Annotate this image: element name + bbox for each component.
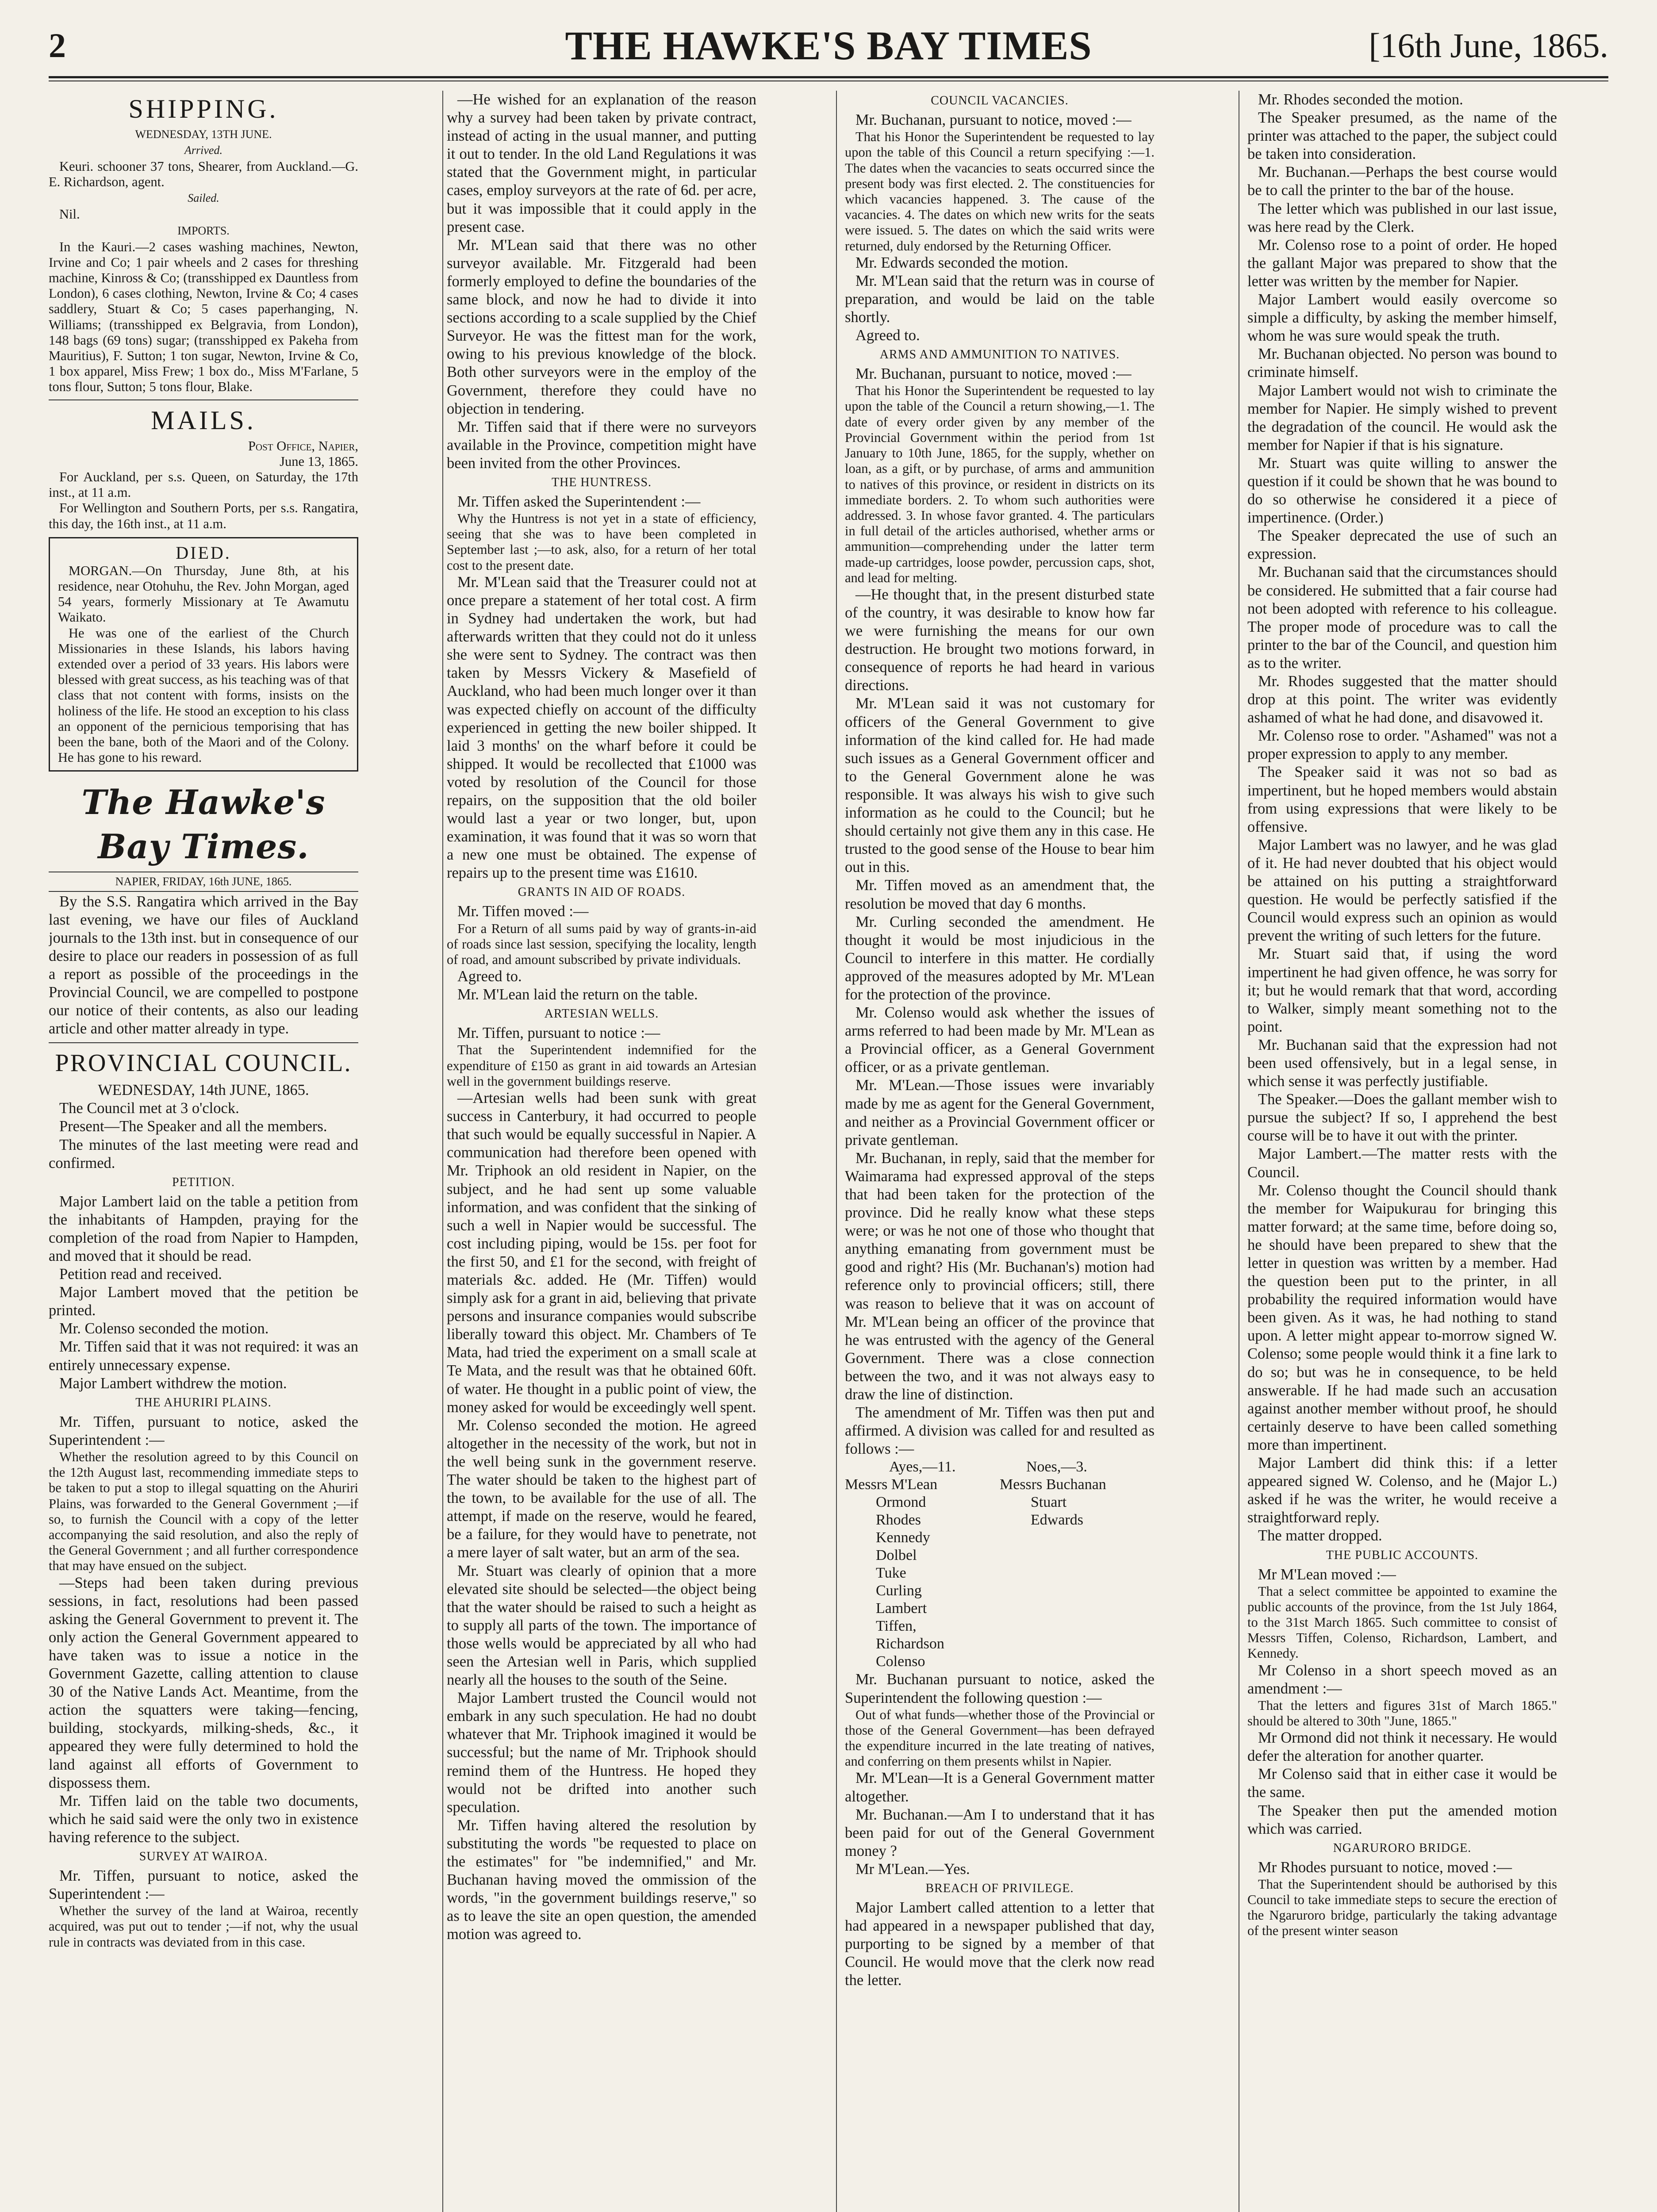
council-paragraph: Mr. M'Lean.—Those issues were invariably made by me as agent for the General Government, and neither as a Provincial Government officer or private gentleman.: [845, 1077, 1155, 1148]
council-paragraph: Mr M'Lean.—Yes.: [855, 1860, 970, 1878]
council-paragraph: The matter dropped.: [1258, 1527, 1382, 1544]
council-paragraph: Mr. Tiffen having altered the resolution by substituting the words "be requested to place on the estimates" for "be indemnified," and Mr. Buchanan having moved the ommission of the words, "in the government buildings reserve," so as to leave the site an open question, the amended motion was agreed to.: [447, 1816, 756, 1943]
ayes-label: Ayes,—11.: [889, 1459, 956, 1475]
column-3: [845, 91, 1155, 2212]
motion-text: Whether the resolution agreed to by this Council on the 12th August last, recommending immediate steps to be taken to put a stop to illegal squatting on the Ahuriri Plains, was forwarded to the General Government ;—if so, to furnish the Council with a copy of the letter accompanying the said resolution, and also the reply of the General Government ; and all further correspondence that may have ensued on the subject.: [49, 1449, 358, 1574]
council-paragraph: Mr Ormond did not think it necessary. He would defer the alteration for another quarter.: [1247, 1729, 1557, 1765]
council-paragraph: Mr. Buchanan objected. No person was bound to criminate himself.: [1247, 346, 1557, 381]
no-name: Stuart: [1031, 1494, 1067, 1511]
bridge-heading: NGARURORO BRIDGE.: [1333, 1841, 1472, 1855]
council-paragraph: Mr. M'Lean said that there was no other surveyor available. Mr. Fitzgerald had been formerly employed to define the boundaries of the same block, and now he had to divide it into sections according to a scale supplied by the Chief Surveyor. He was the fittest man for the work, owing to his previous knowledge of the block. Both other surveyors were in the employ of the Government, therefore they could have no objection in tendering.: [447, 236, 756, 417]
aye-name: Kennedy: [876, 1529, 930, 1546]
aye-name: Tiffen,: [876, 1618, 917, 1635]
council-paragraph: Mr. Buchanan, in reply, said that the member for Waimarama had expressed approval of the steps that had been taken for the protection of the province. Did he really know what these steps were; or was he not one of those who thought that anything emanating from government must be good and right? His (Mr. Buchanan's) motion had reference only to provincial officers; still, there was reason to believe that it was on account of Mr. M'Lean being an officer of the province that he was entrusted with the agency of the General Government. There was a close connection between the two, and it was not always easy to draw the line of distinction.: [845, 1149, 1155, 1403]
council-paragraph: The minutes of the last meeting were read and confirmed.: [49, 1136, 358, 1171]
motion-text: That his Honor the Superintendent be requested to lay upon the table of this Council a return specifying :—1. The dates when the vacancies to seats occurred since the present body was first elected. 2. The constituencies for which vacancies happened. 3. The cause of the vacancies. 4. The dates on which new writs for the seats were issued. 5. The dates on which the said writs were returned, duly endorsed by the Returning Officer.: [845, 129, 1155, 253]
motion-text: That a select committee be appointed to examine the public accounts of the province, from the 1st July 1864, to the 31st March 1865. Such committee to consist of Messrs Tiffen, Colenso, Richardson, Lambert, and Kennedy.: [1247, 1583, 1557, 1661]
imports-label: IMPORTS.: [177, 224, 230, 237]
council-paragraph: Mr. Tiffen laid on the table two documents, which he said said were the only two in existence having reference to the subject.: [49, 1792, 358, 1846]
motion-text: Whether the survey of the land at Wairoa, recently acquired, was put out to tender ;—if not, why the usual rule in contracts was deviated from in this case.: [49, 1903, 358, 1950]
column-2: [447, 91, 756, 2212]
council-paragraph: Major Lambert did think this: if a letter appeared signed W. Colenso, and he (Major L.) asked if he was the writer, he would receive a straightforward reply.: [1247, 1455, 1557, 1526]
council-date: WEDNESDAY, 14th JUNE, 1865.: [98, 1082, 309, 1099]
masthead: [49, 22, 1608, 74]
council-paragraph: Mr. Colenso seconded the motion.: [59, 1320, 269, 1337]
accounts-heading: THE PUBLIC ACCOUNTS.: [1326, 1548, 1479, 1562]
council-paragraph: Mr. Rhodes seconded the motion.: [1258, 91, 1463, 108]
council-paragraph: Mr. Buchanan, pursuant to notice, moved :—: [855, 365, 1132, 383]
issue-date: [16th June, 1865.: [1369, 26, 1608, 65]
council-paragraph: The Speaker.—Does the gallant member wish to pursue the subject? If so, I apprehend the best course will be to have it out with the printer.: [1247, 1091, 1557, 1144]
council-paragraph: Major Lambert called attention to a letter that had appeared in a newspaper published that day, purporting to be signed by a member of that Council. He would move that the clerk now read the letter.: [845, 1899, 1155, 1989]
huntress-heading: THE HUNTRESS.: [551, 475, 652, 489]
mails-heading: MAILS.: [151, 405, 256, 435]
council-paragraph: Mr Rhodes pursuant to notice, moved :—: [1258, 1859, 1512, 1876]
no-name: Messrs Buchanan: [1000, 1476, 1106, 1493]
motion-text: Why the Huntress is not yet in a state of efficiency, seeing that she was to have been completed in September last ;—to ask, also, for a return of her total cost to the present date.: [447, 511, 756, 573]
council-paragraph: Present—The Speaker and all the members.: [59, 1118, 327, 1135]
council-paragraph: Mr. Buchanan said that the expression had not been used offensively, but in a legal sense, in which sense it was perfectly justifiable.: [1247, 1036, 1557, 1090]
mails-office: Post Office, Napier,: [248, 438, 358, 453]
section-divider: [49, 399, 358, 400]
council-paragraph: The Speaker then put the amended motion which was carried.: [1247, 1802, 1557, 1837]
council-paragraph: Mr M'Lean moved :—: [1258, 1566, 1396, 1583]
council-paragraph: Mr. Colenso rose to order. "Ashamed" was not a proper expression to apply to any member.: [1247, 727, 1557, 763]
section-divider: [49, 1042, 358, 1043]
council-paragraph: Mr Colenso said that in either case it would be the same.: [1247, 1766, 1557, 1801]
column-rule: [442, 91, 443, 2212]
council-paragraph: Major Lambert would easily overcome so simple a difficulty, by asking the member himself, whom he was sure would speak the truth.: [1247, 291, 1557, 345]
arrived-label: Arrived.: [184, 144, 222, 157]
motion-text: For a Return of all sums paid by way of grants-in-aid of roads since last session, specifying the locality, length of road, and amount subscribed by private individuals.: [447, 921, 756, 967]
council-paragraph: The letter which was published in our last issue, was here read by the Clerk.: [1247, 200, 1557, 235]
aye-name: Colenso: [876, 1653, 925, 1670]
motion-text: That his Honor the Superintendent be requested to lay upon the table of the Council a return showing,—1. The date of every order given by any member of the Provincial Government within the period from 1st January to 10th June, 1865, for the supply, whether on loan, as a gift, or by purchase, of arms and ammunition to natives of this province, or resident in districts on its immediate borders. 2. To whom such authorities were addressed. 3. In whose favor granted. 4. The particulars in full detail of the articles authorised, whether arms or ammunition—comprehending under the latter term made-up cartridges, loose powder, percussion caps, shot, and lead for melting.: [845, 383, 1155, 585]
council-paragraph: Mr. Buchanan, pursuant to notice, moved :—: [855, 111, 1132, 128]
council-paragraph: Major Lambert laid on the table a petition from the inhabitants of Hampden, praying for the completion of the road from Napier to Hampden, and moved that it should be read.: [49, 1193, 358, 1264]
council-paragraph: Mr. M'Lean said that the Treasurer could not at once prepare a statement of her total cost. A firm in Sydney had undertaken the work, but had afterwards written that they could not do it unless she were sent to Sydney. The contract was then taken by Messrs Vickery & Masefield of Auckland, who had been much longer over it than was expected chiefly on account of the difficulty experienced in getting the new boiler shipped. It laid 3 months' on the wharf before it could be shipped. It would be recollected that £1000 was voted by resolution of the Council for those repairs, on the supposition that the old boiler would last a year or two longer, but, upon examination, it was found that it was so worn that a new one must be obtained. The expense of repairs up to the present time was £1610.: [447, 573, 756, 882]
council-paragraph: The Council met at 3 o'clock.: [59, 1100, 239, 1117]
motion-text: That the Superintendent should be authorised by this Council to take immediate steps to secure the erection of the Ngaruroro bridge, particularly the taking advantage of the present winter season: [1247, 1876, 1557, 1939]
mails-office-date: June 13, 1865.: [280, 453, 358, 469]
council-paragraph: Mr. Buchanan.—Perhaps the best course would be to call the printer to the bar of the house.: [1247, 164, 1557, 199]
council-paragraph: The Speaker presumed, as the name of the printer was attached to the paper, the subject could be taken into consideration.: [1247, 109, 1557, 163]
motion-text: That the Superintendent indemnified for the expenditure of £150 as grant in aid towards an Artesian well in the government buildings reserve.: [447, 1042, 756, 1089]
noes-column: [1000, 1458, 1155, 1671]
council-paragraph: Major Lambert moved that the petition be printed.: [49, 1284, 358, 1319]
council-paragraph: Mr. Colenso seconded the motion. He agreed altogether in the necessity of the work, but not in the well being sunk in the government reserve. The water should be taken to the highest part of the town, to be available for the use of all. The attempt, if made on the reserve, would he feared, be a failure, for they would have to penetrate, not a mere layer of salt water, but an arm of the sea.: [447, 1417, 756, 1561]
aye-name: Dolbel: [876, 1547, 917, 1564]
mails-auckland: For Auckland, per s.s. Queen, on Saturday, the 17th inst., at 11 a.m.: [49, 469, 358, 500]
masthead-rule: [49, 76, 1608, 78]
paper-nameplate: The Hawke's Bay Times.: [81, 782, 326, 866]
council-paragraph: Mr. M'Lean—It is a General Government matter altogether.: [845, 1770, 1155, 1805]
council-paragraph: Mr. Colenso rose to a point of order. He hoped the gallant Major was prepared to show that the letter was written by the member for Napier.: [1247, 236, 1557, 290]
privilege-heading: BREACH OF PRIVILEGE.: [925, 1881, 1074, 1895]
motion-text: That the letters and figures 31st of March 1865." should be altered to 30th "June, 1865.": [1247, 1697, 1557, 1728]
arms-heading: ARMS AND AMMUNITION TO NATIVES.: [879, 348, 1120, 362]
council-paragraph: —He wished for an explanation of the reason why a survey had been taken by private contract, instead of acting in the usual manner, and putting it out to tender. In the old Land Regulations it was stated that the Government might, in particular cases, employ surveyors at the rate of 6d. per acre, but it was impossible that it could apply in the present case.: [447, 91, 756, 235]
council-paragraph: Major Lambert was no lawyer, and he was glad of it. He had never doubted that his object would be attained on his putting a straightforward question. He would be perfectly satisfied if the Council would express such an opinion as would prevent the writing of such letters for the future.: [1247, 836, 1557, 945]
council-paragraph: Petition read and received.: [59, 1266, 222, 1283]
council-paragraph: Mr. M'Lean laid the return on the table.: [457, 986, 698, 1003]
editorial-note: By the S.S. Rangatira which arrived in the Bay last evening, we have our files of Auckland journals to the 13th inst. but in consequence of our desire to place our readers in possession of as full a report as possible of the proceedings in the Provincial Council, we are compelled to postpone our notice of their contents, as also our leading article and other matter already in type.: [49, 893, 358, 1037]
petition-heading: PETITION.: [172, 1175, 235, 1189]
council-paragraph: Mr. Tiffen said that it was not required: it was an entirely unnecessary expense.: [49, 1338, 358, 1374]
council-paragraph: Mr. Tiffen, pursuant to notice :—: [457, 1025, 660, 1042]
newspaper-title: THE HAWKE'S BAY TIMES: [565, 23, 1092, 68]
aye-name: Richardson: [876, 1636, 944, 1652]
council-paragraph: Mr Colenso in a short speech moved as an amendment :—: [1247, 1662, 1557, 1697]
mails-wellington: For Wellington and Southern Ports, per s.s. Rangatira, this day, the 16th inst., at 11 a.m.: [49, 500, 358, 531]
council-paragraph: Mr. M'Lean said it was not customary for officers of the General Government to give information of the kind called for. He had made such issues as a General Government officer and to the General Government alone he was responsible. It was always his wish to give such information as he could to the Council; but he should certainly not give them any in this case. He trusted to the good sense of the House to bear him out in this.: [845, 695, 1155, 876]
column-4: [1247, 91, 1557, 2212]
council-paragraph: Major Lambert withdrew the motion.: [59, 1375, 287, 1392]
sailed-label: Sailed.: [188, 192, 219, 205]
council-paragraph: The amendment of Mr. Tiffen was then put and affirmed. A division was called for and resulted as follows :—: [845, 1404, 1155, 1458]
died-heading: DIED.: [176, 542, 231, 563]
aye-name: Tuke: [876, 1565, 906, 1582]
council-paragraph: Mr. Edwards seconded the motion.: [855, 254, 1068, 271]
shipping-date: WEDNESDAY, 13TH JUNE.: [135, 128, 272, 141]
imports-text: In the Kauri.—2 cases washing machines, Newton, Irvine and Co; 1 pair wheels and 2 cases for threshing machine, Kinross & Co; (transshipped ex Dauntless from London), 6 cases clothing, Newton, Irvine & Co; 4 cases saddlery, Stuart & Co; 5 cases paperhanging, N. Williams; (transshipped ex Belgravia, from London), 148 bags (69 tons) sugar; (transshipped ex Pakeha from Mauritius), F. Sutton; 1 ton sugar, Newton, Irvine & Co, 1 box apparel, Miss Frew; 1 box do., Miss M'Farlane, 5 tons flour, Sutton; 5 tons flour, Blake.: [49, 239, 358, 395]
arrived-text: Keuri. schooner 37 tons, Shearer, from Auckland.—G. E. Richardson, agent.: [49, 159, 358, 190]
council-paragraph: Agreed to.: [457, 968, 522, 985]
council-paragraph: Major Lambert.—The matter rests with the Council.: [1247, 1145, 1557, 1181]
column-rule: [836, 91, 837, 2212]
council-paragraph: Mr. Stuart was quite willing to answer the question if it could be shown that he was bound to do so otherwise he considered it a piece of impertinence. (Order.): [1247, 454, 1557, 526]
aye-name: Curling: [876, 1582, 922, 1599]
council-paragraph: Mr. Curling seconded the amendment. He thought it would be most injudicious in the Council to interfere in this matter. He cordially approved of the measures adopted by Mr. M'Lean for the protection of the province.: [845, 913, 1155, 1003]
council-paragraph: —He thought that, in the present disturbed state of the country, it was desirable to know how far we were furnishing the means for our own destruction. He brought two motions forward, in consequence of reports he had heard in various directions.: [845, 586, 1155, 694]
council-paragraph: —Artesian wells had been sunk with great success in Canterbury, it had occurred to people that such would be equally successful in Napier. A communication had therefore been opened with Mr. Triphook an old resident in Napier, on the subject, and he had sent up some valuable information, and was confident that the sinking of such a well in Napier would be successful. The cost including piping, would be 15s. per foot for the first 50, and £1 for the second, with freight of materials &c. added. He (Mr. Tiffen) would simply ask for a grant in aid, believing that private persons and insurance companies would subscribe liberally toward this object. Mr. Chambers of Te Mata, had tried the experiment on a small scale at Te Mata, and the result was that he obtained 60ft. of water. He thought in a public point of view, the money asked for would be exceedingly well spent.: [447, 1090, 756, 1416]
council-paragraph: The Speaker deprecated the use of such an expression.: [1247, 527, 1557, 563]
column-1: [49, 91, 358, 2212]
aye-name: Rhodes: [876, 1512, 921, 1528]
death-notice-box: [49, 537, 358, 772]
no-name: Edwards: [1031, 1512, 1083, 1528]
motion-text: Out of what funds—whether those of the Provincial or those of the General Government—has been defrayed the expenditure incurred in the late treating of natives, and conferring on them presents whilst in Napier.: [845, 1707, 1155, 1769]
council-paragraph: The Speaker said it was not so bad as impertinent, but he hoped members would abstain from using expressions that were likely to be offensive.: [1247, 764, 1557, 835]
noes-label: Noes,—3.: [1026, 1459, 1087, 1475]
council-paragraph: Major Lambert would not wish to criminate the member for Napier. He simply wished to prevent the degradation of the council. He would ask the member for Napier if that is his signature.: [1247, 382, 1557, 453]
council-paragraph: Mr. Rhodes suggested that the matter should drop at this point. The writer was evidently ashamed of what he had done, and disavowed it.: [1247, 673, 1557, 726]
aye-name: Ormond: [876, 1494, 926, 1511]
council-paragraph: Mr. Stuart was clearly of opinion that a more elevated site should be selected—the object being that the water should be raised to such a height as to supply all parts of the town. The importance of those wells would be appreciated by all who had seen the Artesian well in Paris, which supplied nearly all the houses to the south of the Seine.: [447, 1562, 756, 1689]
grants-heading: GRANTS IN AID OF ROADS.: [518, 885, 686, 899]
vacancies-heading: COUNCIL VACANCIES.: [931, 94, 1069, 108]
death-notice-text: MORGAN.—On Thursday, June 8th, at his residence, near Otohuhu, the Rev. John Morgan, aged 54 years, formerly Missionary at Te Awamutu Waikato.: [58, 563, 349, 625]
council-paragraph: —Steps had been taken during previous sessions, in fact, resolutions had been passed asking the General Government to prevent it. The only action the General Government appeared to have taken was to issue a notice in the Government Gazette, calling attention to clause 30 of the Native Lands Act. Meantime, from the action the squatters were taking—fencing, building, stockyards, milking-sheds, &c., it appeared they were fully determined to hold the land against all efforts of Government to dispossess them.: [49, 1574, 358, 1791]
council-paragraph: Mr. Buchanan.—Am I to understand that it has been paid for out of the General Government money ?: [845, 1806, 1155, 1859]
council-paragraph: Mr. Tiffen, pursuant to notice, asked the Superintendent :—: [49, 1867, 358, 1903]
division-list: [845, 1458, 1155, 1671]
council-paragraph: Mr. Tiffen asked the Superintendent :—: [457, 493, 701, 510]
council-paragraph: Major Lambert trusted the Council would not embark in any such speculation. He had no doubt whatever that Mr. Triphook imagined it would be successful; but the name of Mr. Triphook should remind them of the Huntress. He hoped they would not be drifted into another such speculation.: [447, 1690, 756, 1816]
obituary-text: He was one of the earliest of the Church Missionaries in these Islands, his labors having extended over a period of 33 years. His labors were blessed with great success, as his teaching was of that class that not content with forms, insists on the holiness of the life. He stood an exception to his class an opponent of the pernicious temporising that has been the bane, both of the Maori and of the Colony. He has gone to his reward.: [58, 625, 349, 765]
sailed-text: Nil.: [59, 207, 80, 222]
shipping-heading: SHIPPING.: [128, 94, 279, 123]
council-paragraph: Mr. Tiffen moved :—: [457, 903, 589, 920]
council-heading: PROVINCIAL COUNCIL.: [55, 1049, 352, 1077]
council-paragraph: Mr. Tiffen, pursuant to notice, asked the Superintendent :—: [49, 1413, 358, 1448]
ayes-column: [845, 1458, 1000, 1671]
council-paragraph: Mr. Colenso would ask whether the issues of arms referred to had been made by Mr. M'Lean as a Provincial officer, as a General Government officer, or as a private gentleman.: [845, 1004, 1155, 1076]
council-paragraph: Mr. Tiffen said that if there were no surveyors available in the Province, competition might have been invited from the other Provinces.: [447, 418, 756, 472]
paper-dateline: NAPIER, FRIDAY, 16th JUNE, 1865.: [49, 872, 358, 892]
council-paragraph: Mr. Tiffen moved as an amendment that, the resolution be moved that day 6 months.: [845, 877, 1155, 912]
artesian-heading: ARTESIAN WELLS.: [544, 1007, 659, 1021]
aye-name: Messrs M'Lean: [845, 1476, 938, 1493]
council-paragraph: Mr. M'Lean said that the return was in course of preparation, and would be laid on the table shortly.: [845, 272, 1155, 326]
ahuriri-heading: THE AHURIRI PLAINS.: [135, 1395, 272, 1409]
council-paragraph: Agreed to.: [855, 327, 920, 344]
aye-name: Lambert: [876, 1600, 927, 1617]
council-paragraph: Mr. Buchanan pursuant to notice, asked the Superintendent the following question :—: [845, 1671, 1155, 1706]
council-paragraph: Mr. Stuart said that, if using the word impertinent he had given offence, he was sorry for it; but he would remark that that word, according to Walker, simply meant something not to the point.: [1247, 945, 1557, 1035]
council-paragraph: Mr. Colenso thought the Council should thank the member for Waipukurau for bringing this matter forward; at the same time, before doing so, he should have been prepared to shew that the letter in question was written by a member. Had the question been put to the printer, in all probability the required information would have been given. As it was, he had nothing to stand upon. A letter might appear to-morrow signed W. Colenso; some people would think it a fine lark to do so; but was he in consequence, to be held answerable. If he had made such an accusation against another member without proof, he should certainly deserve to have been called something more than impertinent.: [1247, 1182, 1557, 1453]
wairoa-heading: SURVEY AT WAIROA.: [139, 1849, 268, 1863]
page-number: 2: [49, 26, 66, 65]
council-paragraph: Mr. Buchanan said that the circumstances should be considered. He submitted that a fair course had not been adopted with reference to his colleague. The proper mode of procedure was to call the printer to the bar of the Council, and question him as to the writer.: [1247, 564, 1557, 672]
